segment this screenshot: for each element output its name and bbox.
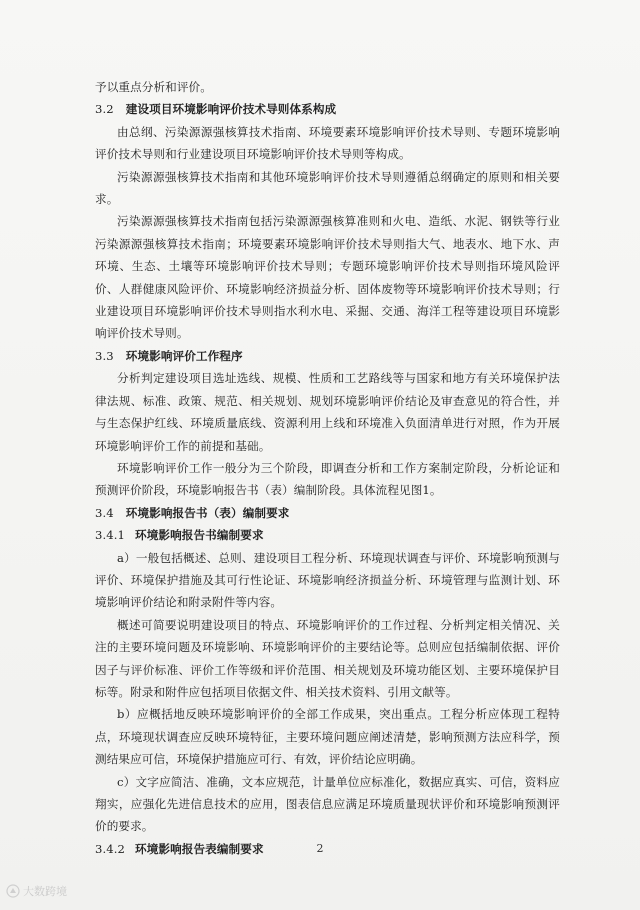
document-body xyxy=(95,76,560,860)
body-paragraph: 污染源源强核算技术指南和其他环境影响评价技术导则遵循总纲确定的原则和相关要求。 xyxy=(95,169,560,207)
body-paragraph: 予以重点分析和评价。 xyxy=(95,80,212,94)
section-number: 3.4.1 xyxy=(95,528,125,543)
section-title: 环境影响评价工作程序 xyxy=(125,348,243,363)
body-paragraph: 环境影响评价工作一般分为三个阶段，即调查分析和工作方案制定阶段，分析论证和预测评价阶段，环境影响报告书（表）编制阶段。具体流程见图1。 xyxy=(95,460,560,498)
section-heading xyxy=(95,345,560,367)
section-heading xyxy=(95,98,560,120)
watermark xyxy=(6,883,67,899)
section-title: 环境影响报告书（表）编制要求 xyxy=(125,505,290,520)
section-number: 3.4 xyxy=(95,505,114,520)
watermark-text: 大数跨境 xyxy=(23,885,67,898)
body-paragraph: 分析判定建设项目选址选线、规模、性质和工艺路线等与国家和地方有关环境保护法律法规、标准、政策、规范、相关规划、规划环境影响评价结论及审查意见的符合性，并与生态保护红线、环境质量底线、资源利用上线和环境准入负面清单进行对照，作为开展环境影响评价工作的前提和基础。 xyxy=(95,371,560,453)
section-title: 环境影响报告表编制要求 xyxy=(135,841,264,856)
watermark-logo-icon xyxy=(6,884,20,898)
body-paragraph: a）一般包括概述、总则、建设项目工程分析、环境现状调查与评价、环境影响预测与评价、环境保护措施及其可行性论证、环境影响经济损益分析、环境管理与监测计划、环境影响评价结论和附录附件等内容。 xyxy=(95,550,560,610)
section-title: 建设项目环境影响评价技术导则体系构成 xyxy=(125,102,337,117)
section-number: 3.4.2 xyxy=(95,841,125,856)
page-number: 2 xyxy=(316,842,324,855)
body-paragraph: 概述可简要说明建设项目的特点、环境影响评价的工作过程、分析判定相关情况、关注的主要环境问题及环境影响、环境影响评价的主要结论等。总则应包括编制依据、评价因子与评价标准、评价工作等级和评价范围、相关规划及环境功能区划、主要环境保护目标等。附录和附件应包括项目依据文件、相关技术资料、引用文献等。 xyxy=(95,617,560,699)
body-paragraph: 污染源源强核算技术指南包括污染源源强核算准则和火电、造纸、水泥、钢铁等行业污染源源强核算技术指南；环境要素环境影响评价技术导则指大气、地表水、地下水、声环境、生态、土壤等环境影响评价技术导则；专题环境影响评价技术导则指环境风险评价、人群健康风险评价、环境影响经济损益分析、固体废物等环境影响评价技术导则；行业建设项目环境影响评价技术导则指水利水电、采掘、交通、海洋工程等建设项目环境影响评价技术导则。 xyxy=(95,214,560,341)
body-paragraph: c）文字应简洁、准确，文本应规范，计量单位应标准化，数据应真实、可信，资料应翔实，应强化先进信息技术的应用，图表信息应满足环境质量现状评价和环境影响预测评价的要求。 xyxy=(95,774,560,834)
subsection-heading xyxy=(95,524,560,546)
section-number: 3.3 xyxy=(95,348,114,363)
body-paragraph: b）应概括地反映环境影响评价的全部工作成果，突出重点。工程分析应体现工程特点，环境现状调查应反映环境特征，主要环境问题应阐述清楚，影响预测方法应科学，预测结果应可信，环境保护措施应可行、有效，评价结论应明确。 xyxy=(95,707,560,767)
section-heading xyxy=(95,502,560,524)
section-title: 环境影响报告书编制要求 xyxy=(135,528,264,543)
body-paragraph: 由总纲、污染源源强核算技术指南、环境要素环境影响评价技术导则、专题环境影响评价技术导则和行业建设项目环境影响评价技术导则等构成。 xyxy=(95,124,560,162)
section-number: 3.2 xyxy=(95,102,114,117)
